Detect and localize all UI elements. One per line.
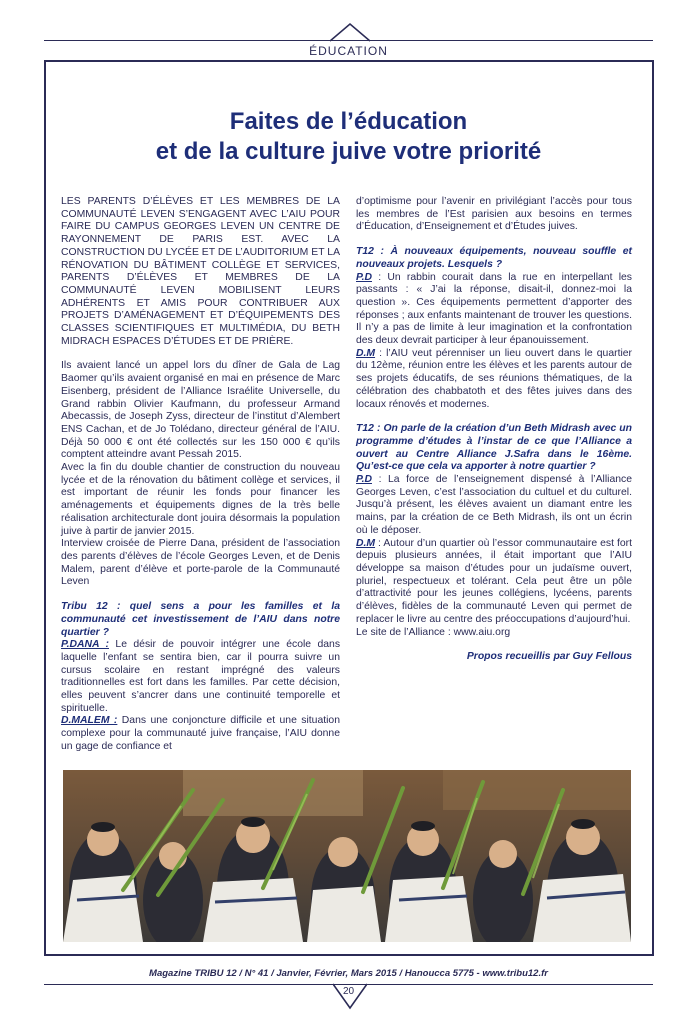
answer-malem-1 bbox=[61, 715, 340, 753]
footer-citation: Magazine TRIBU 12 / N° 41 / Janvier, Février, Mars 2015 / Hanoucca 5775 - www.tribu12.fr bbox=[149, 968, 548, 979]
speaker-dana: P.DANA : bbox=[61, 639, 109, 651]
left-column bbox=[61, 196, 340, 754]
speaker-dm: D.M bbox=[356, 347, 376, 359]
answer-dm-3 bbox=[356, 538, 632, 627]
body-paragraph-2: Avec la fin du double chantier de construction du nouveau lycée et de la rénovation du bâtiment collège et services, il est important de réunir les fonds pour financer les aménagements et équipements dignes de la très belle réalisation architecturale dont jouira désormais la population juive à partir de janvier 2015. bbox=[61, 462, 340, 537]
website-line: Le site de l’Alliance : www.aiu.org bbox=[356, 626, 511, 638]
speaker-pd: P.D bbox=[356, 271, 372, 283]
answer-dana-1 bbox=[61, 639, 340, 715]
answer-text: : La force de l’enseignement dispensé à l’Alliance Georges Leven, c’est l’association du cultuel et du culturel. Jusqu’à présent, les élèves avaient un diamant entre les mains, par la création de ce Beth Midrash, ils ont un écrin où le déposer. bbox=[356, 474, 632, 536]
answer-text: : Autour d’un quartier où l’essor communautaire est fort depuis plusieurs années, il était important que l’AIU développe sa maison d’études pour un judaïsme ouvert, pluriel, respectueux et tolérant. Cela peut être un pôle d’attractivité pour les jeunes collégiens, lycéens, parents d’élèves, fidèles de la communauté Leven qui permet de replacer le livre au centre des préoccupations d’aujourd’hui. bbox=[356, 537, 632, 625]
students-photo-illustration bbox=[63, 770, 631, 942]
speaker-pd: P.D bbox=[356, 474, 372, 486]
answer-pd-2 bbox=[356, 272, 632, 348]
speaker-malem: D.MALEM : bbox=[61, 715, 118, 727]
body-paragraph-1: Ils avaient lancé un appel lors du dîner de Gala de Lag Baomer qu’ils avaient organisé en mai en présence de Marc Eisenberg, président de l’Alliance Israélite Universelle, du Grand rabbin Olivier Kaufmann, du professeur Armand Abecassis, de Joseph Zyss, directeur de l’institut d’Alembert ENS Cachan, et de Jo Tolédano, directeur général de l’AIU. Déjà 50 000 € ont été collectés sur les 150 000 € qu’ils comptent atteindre avant Pessah 2015. bbox=[61, 360, 340, 461]
interview-question-3: T12 : On parle de la création d’un Beth Midrash avec un programme d’études à l’instar de ce que l’Alliance a ouvert au Centre Alliance J.Safra dans le 16ème. Qu’est-ce que cela va apporter à notre quartier ? bbox=[356, 423, 632, 473]
answer-dm-2 bbox=[356, 348, 632, 412]
students-photo bbox=[63, 770, 631, 942]
answer-text: Le désir de pouvoir intégrer une école dans laquelle l’enfant se sentira bien, car il pourra suivre un cursus scolaire en restant imprégné des valeurs traditionnelles est fort dans les familles. Par cette décision, elles peuvent s’ancrer dans une continuité temporelle et spirituelle. bbox=[61, 639, 341, 714]
author-credit: Propos recueillis par Guy Fellous bbox=[466, 651, 632, 663]
speaker-dm: D.M bbox=[356, 537, 376, 549]
header-rule bbox=[44, 40, 653, 41]
article-title bbox=[0, 107, 697, 167]
page-number: 20 bbox=[342, 986, 355, 997]
title-line-2: et de la culture juive votre priorité bbox=[155, 138, 542, 165]
interview-question-2: T12 : À nouveaux équipements, nouveau souffle et nouveaux projets. Lesquels ? bbox=[356, 246, 632, 270]
title-line-1: Faites de l’éducation bbox=[229, 108, 468, 135]
answer-text: : Un rabbin courait dans la rue en interpellant les passants : « J’ai la réponse, disait-il, donnez-moi la question ». Ces équipements permettent d’apporter des réponses ; aux enfants maintenant de trouver les questions. Il n’y a pas de limite à leur imagination et la confrontation des deux devrait participer à leur épanouissement. bbox=[356, 271, 632, 347]
interview-question-1: Tribu 12 : quel sens a pour les familles et la communauté cet investissement de l’AIU dans notre quartier ? bbox=[61, 601, 340, 638]
answer-pd-3 bbox=[356, 474, 632, 538]
body-paragraph-3: Interview croisée de Pierre Dana, président de l’association des parents d’élèves de l’école Georges Leven, et de Denis Malem, parent d’élève et porte-parole de la Communauté Leven bbox=[61, 538, 340, 588]
section-label: ÉDUCATION bbox=[309, 44, 388, 58]
right-column bbox=[356, 196, 632, 664]
lead-paragraph: LES PARENTS D’ÉLÈVES ET LES MEMBRES DE LA COMMUNAUTÉ LEVEN S’ENGAGENT AVEC L’AIU POUR FAIRE DU CAMPUS GEORGES LEVEN UN CENTRE DE RAYONNEMENT DE PARIS EST. AVEC LA CONSTRUCTION DU LYCÉE ET DE L’AUDITORIUM ET LA RÉNOVATION DU BÂTIMENT COLLÈGE ET SERVICES, PARENTS D’ÉLÈVES ET MEMBRES DE LA COMMUNAUTÉ LEVEN MOBILISENT LEURS ADHÉRENTS ET AMIS POUR CONTRIBUER AUX PROJETS D’AMÉNAGEMENT ET D’ÉQUIPEMENTS DES CLASSES SCIENTIFIQUES ET MULTIMÉDIA, DU BETH MIDRACH ESPACES D’ÉTUDES ET DE PRIÈRE. bbox=[61, 196, 340, 347]
answer-text: Dans une conjoncture difficile et une situation complexe pour la communauté juive française, l’AIU donne un gage de confiance et bbox=[61, 715, 340, 752]
continued-paragraph: d’optimisme pour l’avenir en privilégiant l’accès pour tous les membres de l’Est parisien aux besoins en termes d’Éducation, d’Enseignement et d’Études juives. bbox=[356, 196, 632, 233]
answer-text: : l’AIU veut pérenniser un lieu ouvert dans le quartier du 12ème, réunion entre les élèves et les parents autour de ses projets éducatifs, de ses réunions thématiques, de la célébration des chabbatoth et des fêtes juives dans des locaux rénovés et modernes. bbox=[356, 347, 632, 410]
